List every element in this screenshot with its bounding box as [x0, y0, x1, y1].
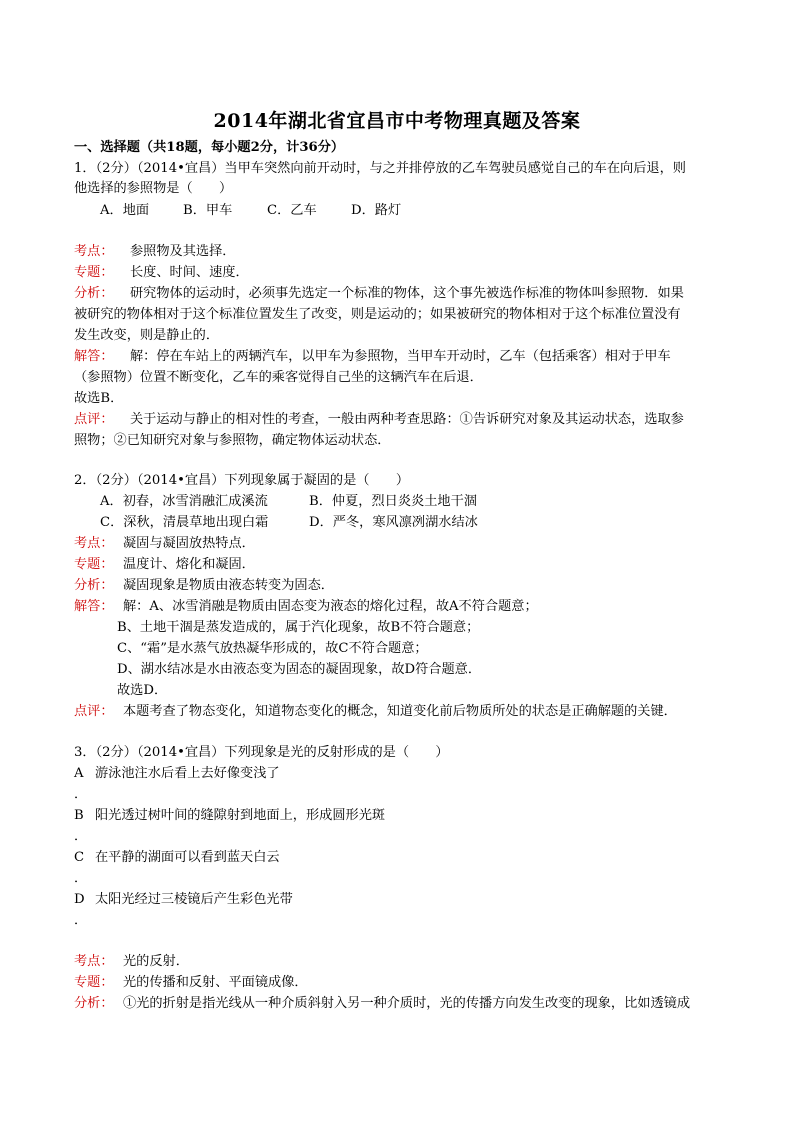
- fenxi-label: 分析：: [74, 286, 114, 301]
- q1-jieda-line3: 故选B．: [74, 391, 124, 406]
- q3-stem: 3．（2分）（2014•宜昌）下列现象是光的反射形成的是（ ）: [74, 745, 449, 760]
- q1-zhuanti: 专题： 长度、时间、速度．: [74, 263, 249, 283]
- q1-option-b: B．甲车: [183, 203, 233, 218]
- zhuanti-label: 专题：: [74, 265, 114, 280]
- fenxi-label: 分析：: [74, 996, 114, 1011]
- q3-option-b-dot: ．: [74, 829, 88, 844]
- q1-option-a: A．地面: [100, 203, 150, 218]
- q1-stem-line1: 1．（2分）（2014•宜昌）当甲车突然向前开动时，与之并排停放的乙车驾驶员感觉自己的车在向后退，则: [74, 161, 686, 176]
- q3-option-d-dot: ．: [74, 913, 88, 928]
- kaodian-label: 考点：: [74, 954, 114, 969]
- q1-dianping: 点评： 关于运动与静止的相对性的考查，一般由两种考查思路：①告诉研究对象及其运动状态，选取参: [74, 410, 684, 430]
- q2-fenxi: 分析： 凝固现象是物质由液态转变为固态．: [74, 576, 334, 596]
- q1-dianping-line2: 照物；②已知研究对象与参照物，确定物体运动状态．: [74, 433, 391, 448]
- q2-jieda: 解答： 解：A、冰雪消融是物质由固态变为液态的熔化过程，故A不符合题意；: [74, 597, 538, 617]
- kaodian-label: 考点：: [74, 536, 114, 551]
- q2-jieda-line4: D、湖水结冰是水由液态变为固态的凝固现象，故D符合题意．: [117, 662, 482, 677]
- q2-options-row1: [100, 492, 477, 512]
- q1-fenxi-line2: 被研究的物体相对于这个标准位置发生了改变，则是运动的；如果被研究的物体相对于这个标准位置没有: [74, 307, 681, 322]
- q3-option-d: D 太阳光经过三棱镜后产生彩色光带: [74, 892, 293, 907]
- q2-jieda-line3: C、“霜”是水蒸气放热凝华形成的，故C不符合题意；: [117, 641, 428, 656]
- q1-jieda-line2: （参照物）位置不断变化，乙车的乘客觉得自己坐的这辆汽车在后退．: [74, 370, 483, 385]
- dianping-label: 点评：: [74, 412, 114, 427]
- q1-option-c: C．乙车: [267, 203, 317, 218]
- q2-options-row2: [100, 513, 478, 533]
- q1-jieda: 解答： 解：停在车站上的两辆汽车，以甲车为参照物，当甲车开动时，乙车（包括乘客）相对于甲车: [74, 347, 671, 367]
- q2-stem: 2．（2分）（2014•宜昌）下列现象属于凝固的是（ ）: [74, 473, 410, 488]
- q2-option-b: B．仲夏，烈日炎炎土地干涸: [309, 494, 477, 509]
- fenxi-label: 分析：: [74, 578, 114, 593]
- jieda-label: 解答：: [74, 349, 114, 364]
- q2-option-d: D．严冬，寒风凛冽湖水结冰: [309, 515, 478, 530]
- q3-option-a-dot: ．: [74, 787, 88, 802]
- q3-zhuanti: 专题： 光的传播和反射、平面镜成像．: [74, 973, 308, 993]
- q1-stem-line2: 他选择的参照物是（ ）: [74, 181, 233, 196]
- q1-kaodian: 考点： 参照物及其选择．: [74, 242, 236, 262]
- page-title: 2014年湖北省宜昌市中考物理真题及答案: [213, 110, 581, 132]
- q2-kaodian: 考点： 凝固与凝固放热特点．: [74, 534, 255, 554]
- q3-fenxi: 分析： ①光的折射是指光线从一种介质斜射入另一种介质时，光的传播方向发生改变的现象，比如透镜成: [74, 994, 690, 1014]
- q3-option-c: C 在平静的湖面可以看到蓝天白云: [74, 850, 280, 865]
- q1-fenxi: 分析： 研究物体的运动时，必须事先选定一个标准的物体，这个事先被选作标准的物体叫参照物．如果: [74, 284, 684, 304]
- q3-option-b: B 阳光透过树叶间的缝隙射到地面上，形成圆形光斑: [74, 808, 386, 823]
- zhuanti-label: 专题：: [74, 557, 114, 572]
- kaodian-label: 考点：: [74, 244, 114, 259]
- section-heading: 一、选择题（共18题，每小题2分，计36分）: [74, 140, 345, 155]
- q3-option-a: A 游泳池注水后看上去好像变浅了: [74, 766, 280, 781]
- zhuanti-label: 专题：: [74, 975, 114, 990]
- q2-option-a: A．初春，冰雪消融汇成溪流: [100, 494, 268, 509]
- q1-fenxi-line3: 发生改变，则是静止的．: [74, 328, 220, 343]
- q2-option-c: C．深秋，清晨草地出现白霜: [100, 515, 269, 530]
- q2-dianping: 点评： 本题考查了物态变化，知道物态变化的概念，知道变化前后物质所处的状态是正确解题的关键．: [74, 702, 677, 722]
- q2-jieda-line2: B、土地干涸是蒸发造成的，属于汽化现象，故B不符合题意；: [117, 620, 480, 635]
- q3-option-c-dot: ．: [74, 871, 88, 886]
- q3-kaodian: 考点： 光的反射．: [74, 952, 189, 972]
- q2-jieda-line5: 故选D．: [117, 683, 168, 698]
- q1-options: [100, 201, 401, 221]
- q1-option-d: D．路灯: [351, 203, 402, 218]
- q2-zhuanti: 专题： 温度计、熔化和凝固．: [74, 555, 255, 575]
- dianping-label: 点评：: [74, 704, 114, 719]
- jieda-label: 解答：: [74, 599, 114, 614]
